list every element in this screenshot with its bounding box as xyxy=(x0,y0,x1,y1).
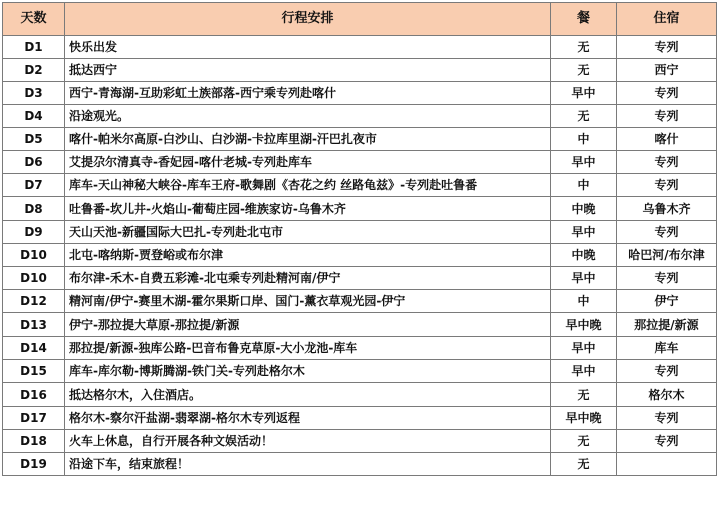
cell-lodging: 专列 xyxy=(617,174,717,197)
cell-lodging: 伊宁 xyxy=(617,290,717,313)
cell-day: D3 xyxy=(3,82,65,105)
cell-meals: 中晚 xyxy=(551,244,617,267)
cell-lodging: 格尔木 xyxy=(617,383,717,407)
cell-lodging xyxy=(617,453,717,476)
table-body xyxy=(3,36,717,476)
cell-day: D6 xyxy=(3,151,65,174)
cell-meals: 早中 xyxy=(551,337,617,360)
cell-lodging: 专列 xyxy=(617,105,717,128)
table-row xyxy=(3,197,717,221)
table-row xyxy=(3,407,717,430)
cell-plan: 吐鲁番-坎儿井-火焰山-葡萄庄园-维族家访-乌鲁木齐 xyxy=(65,197,551,221)
cell-lodging: 专列 xyxy=(617,151,717,174)
table-row xyxy=(3,128,717,151)
cell-day: D19 xyxy=(3,453,65,476)
cell-lodging: 专列 xyxy=(617,267,717,290)
cell-plan: 库车-库尔勒-博斯腾湖-铁门关-专列赴格尔木 xyxy=(65,360,551,383)
cell-day: D17 xyxy=(3,407,65,430)
cell-plan: 伊宁-那拉提大草原-那拉提/新源 xyxy=(65,313,551,337)
table-row xyxy=(3,313,717,337)
cell-day: D15 xyxy=(3,360,65,383)
cell-day: D1 xyxy=(3,36,65,59)
cell-meals: 早中 xyxy=(551,360,617,383)
cell-lodging: 专列 xyxy=(617,360,717,383)
cell-plan: 快乐出发 xyxy=(65,36,551,59)
cell-lodging: 专列 xyxy=(617,430,717,453)
table-row xyxy=(3,174,717,197)
cell-plan: 沿途下车，结束旅程！ xyxy=(65,453,551,476)
itinerary-table xyxy=(2,2,717,476)
cell-meals: 中 xyxy=(551,128,617,151)
cell-lodging: 喀什 xyxy=(617,128,717,151)
cell-meals: 无 xyxy=(551,36,617,59)
cell-lodging: 西宁 xyxy=(617,59,717,82)
cell-lodging: 专列 xyxy=(617,82,717,105)
cell-plan: 那拉提/新源-独库公路-巴音布鲁克草原-大小龙池-库车 xyxy=(65,337,551,360)
cell-plan: 布尔津-禾木-自费五彩滩-北屯乘专列赴精河南/伊宁 xyxy=(65,267,551,290)
cell-meals: 中晚 xyxy=(551,197,617,221)
table-row xyxy=(3,383,717,407)
cell-day: D2 xyxy=(3,59,65,82)
cell-lodging: 乌鲁木齐 xyxy=(617,197,717,221)
header-meals: 餐 xyxy=(551,3,617,36)
cell-meals: 无 xyxy=(551,430,617,453)
cell-lodging: 专列 xyxy=(617,221,717,244)
table-row xyxy=(3,82,717,105)
table-row xyxy=(3,105,717,128)
cell-meals: 早中 xyxy=(551,82,617,105)
header-plan: 行程安排 xyxy=(65,3,551,36)
cell-lodging: 专列 xyxy=(617,407,717,430)
cell-meals: 无 xyxy=(551,383,617,407)
cell-meals: 早中晚 xyxy=(551,407,617,430)
cell-meals: 中 xyxy=(551,174,617,197)
cell-day: D8 xyxy=(3,197,65,221)
table-row xyxy=(3,290,717,313)
cell-plan: 沿途观光。 xyxy=(65,105,551,128)
cell-day: D13 xyxy=(3,313,65,337)
table-row xyxy=(3,36,717,59)
cell-plan: 喀什-帕米尔高原-白沙山、白沙湖-卡拉库里湖-汗巴扎夜市 xyxy=(65,128,551,151)
cell-plan: 库车-天山神秘大峡谷-库车王府-歌舞剧《杏花之约 丝路龟兹》-专列赴吐鲁番 xyxy=(65,174,551,197)
cell-plan: 北屯-喀纳斯-贾登峪或布尔津 xyxy=(65,244,551,267)
cell-day: D5 xyxy=(3,128,65,151)
table-row xyxy=(3,151,717,174)
cell-lodging: 哈巴河/布尔津 xyxy=(617,244,717,267)
cell-day: D9 xyxy=(3,221,65,244)
table-header xyxy=(3,3,717,36)
cell-day: D14 xyxy=(3,337,65,360)
table-row xyxy=(3,244,717,267)
cell-plan: 火车上休息，自行开展各种文娱活动！ xyxy=(65,430,551,453)
cell-lodging: 专列 xyxy=(617,36,717,59)
cell-plan: 西宁-青海湖-互助彩虹土族部落-西宁乘专列赴喀什 xyxy=(65,82,551,105)
header-row xyxy=(3,3,717,36)
table-row xyxy=(3,430,717,453)
cell-meals: 早中 xyxy=(551,267,617,290)
table-row xyxy=(3,360,717,383)
cell-plan: 格尔木-察尔汗盐湖-翡翠湖-格尔木专列返程 xyxy=(65,407,551,430)
cell-meals: 早中 xyxy=(551,151,617,174)
cell-day: D12 xyxy=(3,290,65,313)
cell-plan: 抵达西宁 xyxy=(65,59,551,82)
cell-plan: 艾提尕尔清真寺-香妃园-喀什老城-专列赴库车 xyxy=(65,151,551,174)
cell-meals: 无 xyxy=(551,59,617,82)
cell-plan: 天山天池-新疆国际大巴扎-专列赴北屯市 xyxy=(65,221,551,244)
header-lodging: 住宿 xyxy=(617,3,717,36)
cell-plan: 抵达格尔木，入住酒店。 xyxy=(65,383,551,407)
table-row xyxy=(3,453,717,476)
cell-day: D16 xyxy=(3,383,65,407)
header-day: 天数 xyxy=(3,3,65,36)
cell-day: D10 xyxy=(3,244,65,267)
cell-day: D4 xyxy=(3,105,65,128)
cell-plan: 精河南/伊宁-赛里木湖-霍尔果斯口岸、国门-薰衣草观光园-伊宁 xyxy=(65,290,551,313)
cell-meals: 早中晚 xyxy=(551,313,617,337)
cell-day: D10 xyxy=(3,267,65,290)
cell-meals: 无 xyxy=(551,453,617,476)
cell-day: D18 xyxy=(3,430,65,453)
table-row xyxy=(3,221,717,244)
cell-lodging: 那拉提/新源 xyxy=(617,313,717,337)
cell-meals: 中 xyxy=(551,290,617,313)
table-row xyxy=(3,267,717,290)
table-row xyxy=(3,59,717,82)
cell-day: D7 xyxy=(3,174,65,197)
cell-meals: 无 xyxy=(551,105,617,128)
cell-meals: 早中 xyxy=(551,221,617,244)
table-row xyxy=(3,337,717,360)
cell-lodging: 库车 xyxy=(617,337,717,360)
